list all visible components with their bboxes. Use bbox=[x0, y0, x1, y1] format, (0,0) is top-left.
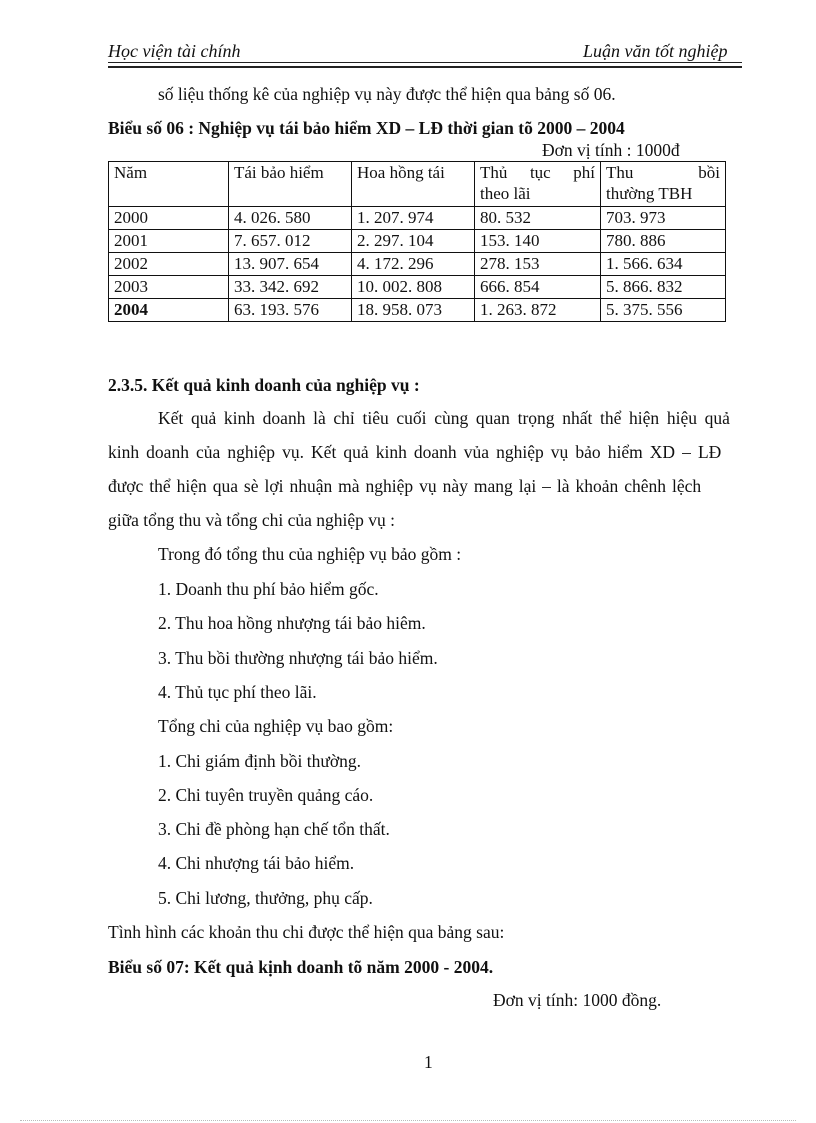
cell-year: 2000 bbox=[109, 207, 229, 230]
table06-header-row bbox=[109, 162, 726, 207]
expense-intro: Tổng chi của nghiệp vụ bao gồm: bbox=[158, 716, 394, 736]
cell-value: 7. 657. 012 bbox=[229, 230, 352, 253]
table06-unit: Đơn vị tính : 1000đ bbox=[542, 140, 680, 160]
cell-value: 703. 973 bbox=[601, 207, 726, 230]
list-item: 5. Chi lương, thưởng, phụ cấp. bbox=[158, 888, 373, 908]
section-heading: 2.3.5. Kết quả kinh doanh của nghiệp vụ : bbox=[108, 375, 420, 395]
para-line: kinh doanh của nghiệp vụ. Kết quả kinh doanh vủa nghiệp vụ bảo hiểm XD – LĐ bbox=[108, 442, 722, 462]
cell-value: 1. 566. 634 bbox=[601, 253, 726, 276]
col-claims-header: Thu bồi thường TBH bbox=[601, 162, 726, 207]
list-item: 3. Chi đề phòng hạn chế tổn thất. bbox=[158, 819, 390, 839]
cell-value: 4. 026. 580 bbox=[229, 207, 352, 230]
cell-year: 2002 bbox=[109, 253, 229, 276]
list-item: 3. Thu bồi thường nhượng tái bảo hiểm. bbox=[158, 648, 438, 668]
cell-year: 2003 bbox=[109, 276, 229, 299]
cell-value: 153. 140 bbox=[475, 230, 601, 253]
cell-year: 2004 bbox=[109, 299, 229, 322]
cell-value: 5. 866. 832 bbox=[601, 276, 726, 299]
para-line: giữa tổng thu và tổng chi của nghiệp vụ : bbox=[108, 510, 395, 530]
header-left: Học viện tài chính bbox=[108, 41, 241, 61]
para-line: Kết quả kinh doanh là chỉ tiêu cuối cùng quan trọng nhất thể hiện hiệu quả bbox=[158, 408, 730, 428]
cell-value: 278. 153 bbox=[475, 253, 601, 276]
page-number: 1 bbox=[424, 1052, 433, 1072]
cell-value: 10. 002. 808 bbox=[352, 276, 475, 299]
cell-year: 2001 bbox=[109, 230, 229, 253]
cell-value: 33. 342. 692 bbox=[229, 276, 352, 299]
header-rule bbox=[108, 62, 742, 63]
cell-value: 780. 886 bbox=[601, 230, 726, 253]
col-year-header: Năm bbox=[109, 162, 229, 207]
cell-value: 666. 854 bbox=[475, 276, 601, 299]
table06 bbox=[108, 161, 726, 322]
header-right: Luận văn tốt nghiệp bbox=[583, 41, 728, 61]
col-profit-fee-header: Thủ tục phí theo lãi bbox=[475, 162, 601, 207]
cell-value: 2. 297. 104 bbox=[352, 230, 475, 253]
list-item: 4. Thủ tục phí theo lãi. bbox=[158, 682, 317, 702]
cell-value: 80. 532 bbox=[475, 207, 601, 230]
header-rule-thick bbox=[108, 66, 742, 68]
cell-value: 13. 907. 654 bbox=[229, 253, 352, 276]
col-reinsurance-header: Tái bảo hiểm bbox=[229, 162, 352, 207]
list-item: 2. Chi tuyên truyền quảng cáo. bbox=[158, 785, 374, 805]
table-row bbox=[109, 253, 726, 276]
income-intro: Trong đó tổng thu của nghiệp vụ bảo gồm : bbox=[158, 544, 462, 564]
list-item: 2. Thu hoa hồng nhượng tái bảo hiêm. bbox=[158, 613, 426, 633]
para-line: được thể hiện qua sè lợi nhuận mà nghiệp vụ này mang lại – là khoản chênh lệch bbox=[108, 476, 702, 496]
cell-value: 5. 375. 556 bbox=[601, 299, 726, 322]
cell-value: 1. 207. 974 bbox=[352, 207, 475, 230]
table07-title: Biểu số 07: Kết quả kịnh doanh tõ năm 2000 - 2004. bbox=[108, 957, 494, 977]
table-row bbox=[109, 299, 726, 322]
table-row bbox=[109, 207, 726, 230]
col-commission-header: Hoa hồng tái bbox=[352, 162, 475, 207]
table-row bbox=[109, 276, 726, 299]
intro-line: số liệu thống kê của nghiệp vụ này được thể hiện qua bảng số 06. bbox=[158, 84, 616, 104]
list-item: 1. Chi giám định bồi thường. bbox=[158, 751, 361, 771]
cell-value: 63. 193. 576 bbox=[229, 299, 352, 322]
summary-line: Tình hình các khoản thu chi được thể hiện qua bảng sau: bbox=[108, 922, 505, 942]
cell-value: 1. 263. 872 bbox=[475, 299, 601, 322]
table-row bbox=[109, 230, 726, 253]
cell-value: 18. 958. 073 bbox=[352, 299, 475, 322]
list-item: 1. Doanh thu phí bảo hiểm gốc. bbox=[158, 579, 379, 599]
table06-title: Biểu số 06 : Nghiệp vụ tái bảo hiểm XD – LĐ thời gian tõ 2000 – 2004 bbox=[108, 118, 625, 138]
cell-value: 4. 172. 296 bbox=[352, 253, 475, 276]
page-edge bbox=[20, 1120, 796, 1121]
list-item: 4. Chi nhượng tái bảo hiểm. bbox=[158, 853, 355, 873]
table07-unit: Đơn vị tính: 1000 đồng. bbox=[493, 990, 662, 1010]
